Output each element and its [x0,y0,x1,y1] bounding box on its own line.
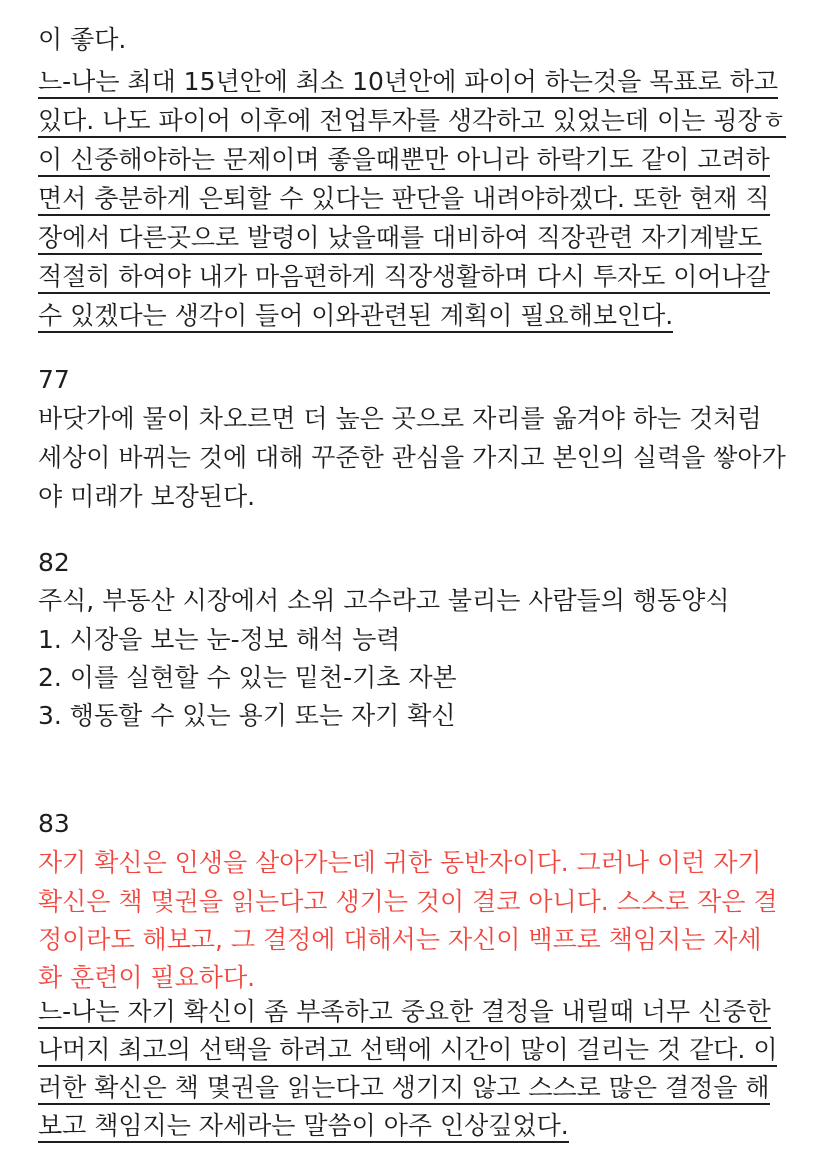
reflection-2-line: 나머지 최고의 선택을 하려고 선택에 시간이 많이 걸리는 것 같다. 이 [38,1035,777,1067]
quote-line: 자기 확신은 인생을 살아가는데 귀한 동반자이다. 그러나 이런 자기 [38,848,762,877]
section-82-line: 주식, 부동산 시장에서 소위 고수라고 불리는 사람들의 행동양식 [38,586,730,615]
reflection-1-line: 있다. 나도 파이어 이후에 전업투자를 생각하고 있었는데 이는 굉장ㅎ [38,106,786,138]
page-number-77: 77 [38,365,70,394]
section-77-line: 세상이 바뀌는 것에 대해 꾸준한 관심을 가지고 본인의 실력을 쌓아가 [38,443,786,472]
reflection-1-line: 느-나는 최대 15년안에 최소 10년안에 파이어 하는것을 목표로 하고 [38,67,778,99]
reflection-2-line: 보고 책임지는 자세라는 말씀이 아주 인상깊었다. [38,1111,569,1143]
page-number-83: 83 [38,809,70,838]
quote-line: 확신은 책 몇권을 읽는다고 생기는 것이 결코 아니다. 스스로 작은 결 [38,887,778,916]
reflection-1-line: 이 신중해야하는 문제이며 좋을때뿐만 아니라 하락기도 같이 고려하 [38,145,770,177]
section-82-list-item: 2. 이를 실현할 수 있는 밑천-기초 자본 [38,663,457,692]
section-82-list-item: 3. 행동할 수 있는 용기 또는 자기 확신 [38,701,456,730]
reflection-2-line: 러한 확신은 책 몇권을 읽는다고 생기지 않고 스스로 많은 결정을 해 [38,1073,770,1105]
quote-line: 정이라도 해보고, 그 결정에 대해서는 자신이 백프로 책임지는 자세 [38,925,762,954]
section-77-line: 바닷가에 물이 차오르면 더 높은 곳으로 자리를 옮겨야 하는 것처럼 [38,404,762,433]
reflection-2-line: 느-나는 자기 확신이 좀 부족하고 중요한 결정을 내릴때 너무 신중한 [38,997,771,1029]
section-82-list-item: 1. 시장을 보는 눈-정보 해석 능력 [38,625,401,654]
reflection-1-line: 면서 충분하게 은퇴할 수 있다는 판단을 내려야하겠다. 또한 현재 직 [38,184,770,216]
reflection-1-line: 수 있겠다는 생각이 들어 이와관련된 계획이 필요해보인다. [38,301,673,333]
reflection-1-line: 장에서 다른곳으로 발령이 났을때를 대비하여 직장관련 자기계발도 [38,223,762,255]
section-77-line: 야 미래가 보장된다. [38,482,256,511]
intro-tail-text: 이 좋다. [38,25,127,54]
reflection-1-line: 적절히 하여야 내가 마음편하게 직장생활하며 다시 투자도 이어나갈 [38,262,770,294]
quote-line: 화 훈련이 필요하다. [38,963,256,992]
page-number-82: 82 [38,548,70,577]
